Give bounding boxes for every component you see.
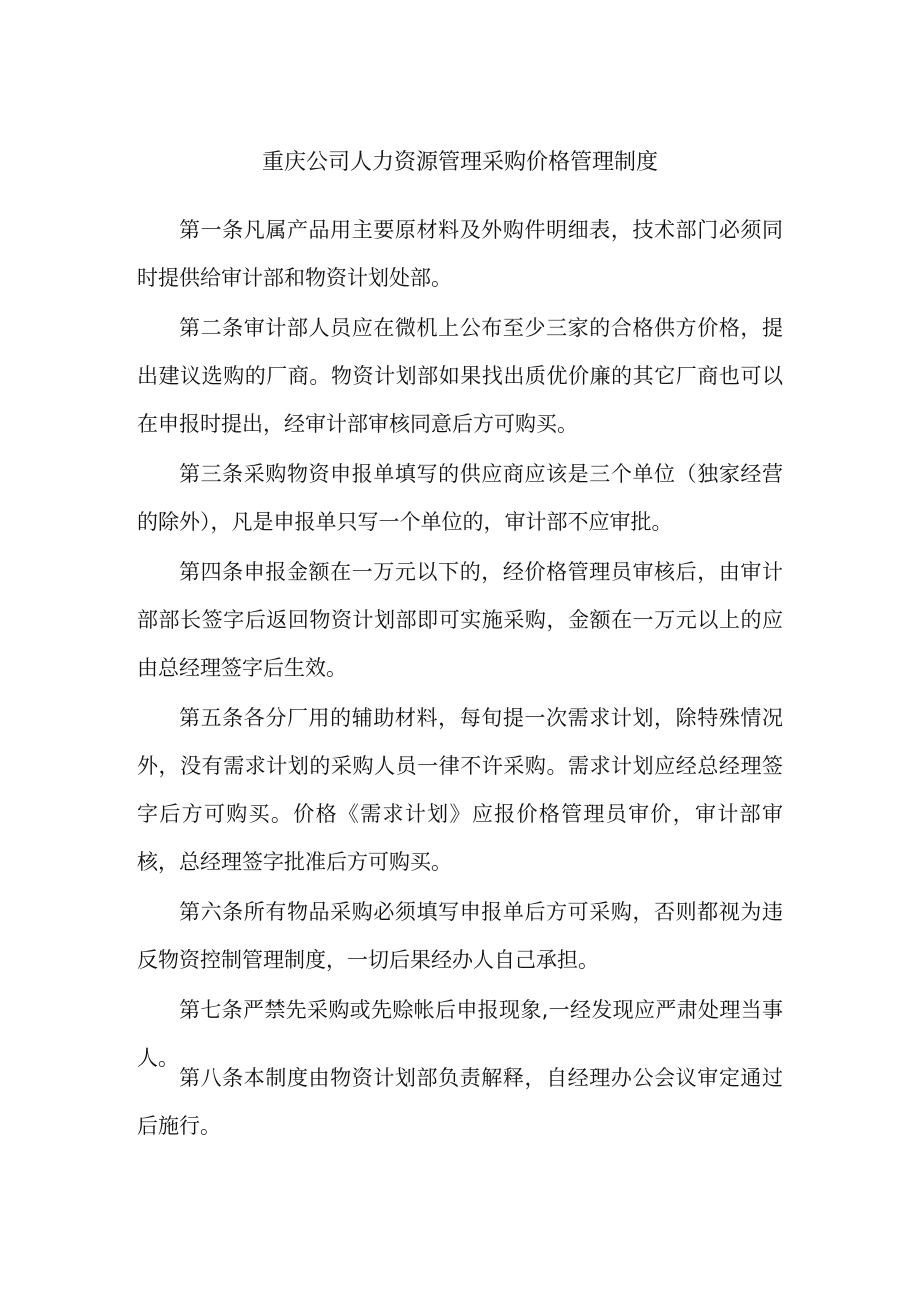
article-8: 第八条本制度由物资计划部负责解释，自经理办公会议审定通过后施行。 [137,1066,783,1138]
article-3: 第三条采购物资申报单填写的供应商应该是三个单位（独家经营的除外），凡是申报单只写一个单位的，审计部不应审批。 [137,462,783,534]
document-title: 重庆公司人力资源管理采购价格管理制度 [261,150,658,175]
article-7: 第七条严禁先采购或先赊帐后申报现象,一经发现应严肃处理当事人。 [137,998,783,1070]
article-2: 第二条审计部人员应在微机上公布至少三家的合格供方价格，提出建议选购的厂商。物资计划部如果找出质优价廉的其它厂商也可以在申报时提出，经审计部审核同意后方可购买。 [137,316,783,436]
article-1: 第一条凡属产品用主要原材料及外购件明细表，技术部门必须同时提供给审计部和物资计划处部。 [137,218,783,290]
article-5: 第五条各分厂用的辅助材料，每旬提一次需求计划，除特殊情况外，没有需求计划的采购人员一律不许采购。需求计划应经总经理签字后方可购买。价格《需求计划》应报价格管理员审价，审计部审核，总经理签字批准后方可购买。 [137,706,783,874]
article-4: 第四条申报金额在一万元以下的，经价格管理员审核后，由审计部部长签字后返回物资计划部即可实施采购，金额在一万元以上的应由总经理签字后生效。 [137,560,783,680]
article-6: 第六条所有物品采购必须填写申报单后方可采购，否则都视为违反物资控制管理制度，一切后果经办人自己承担。 [137,900,783,972]
